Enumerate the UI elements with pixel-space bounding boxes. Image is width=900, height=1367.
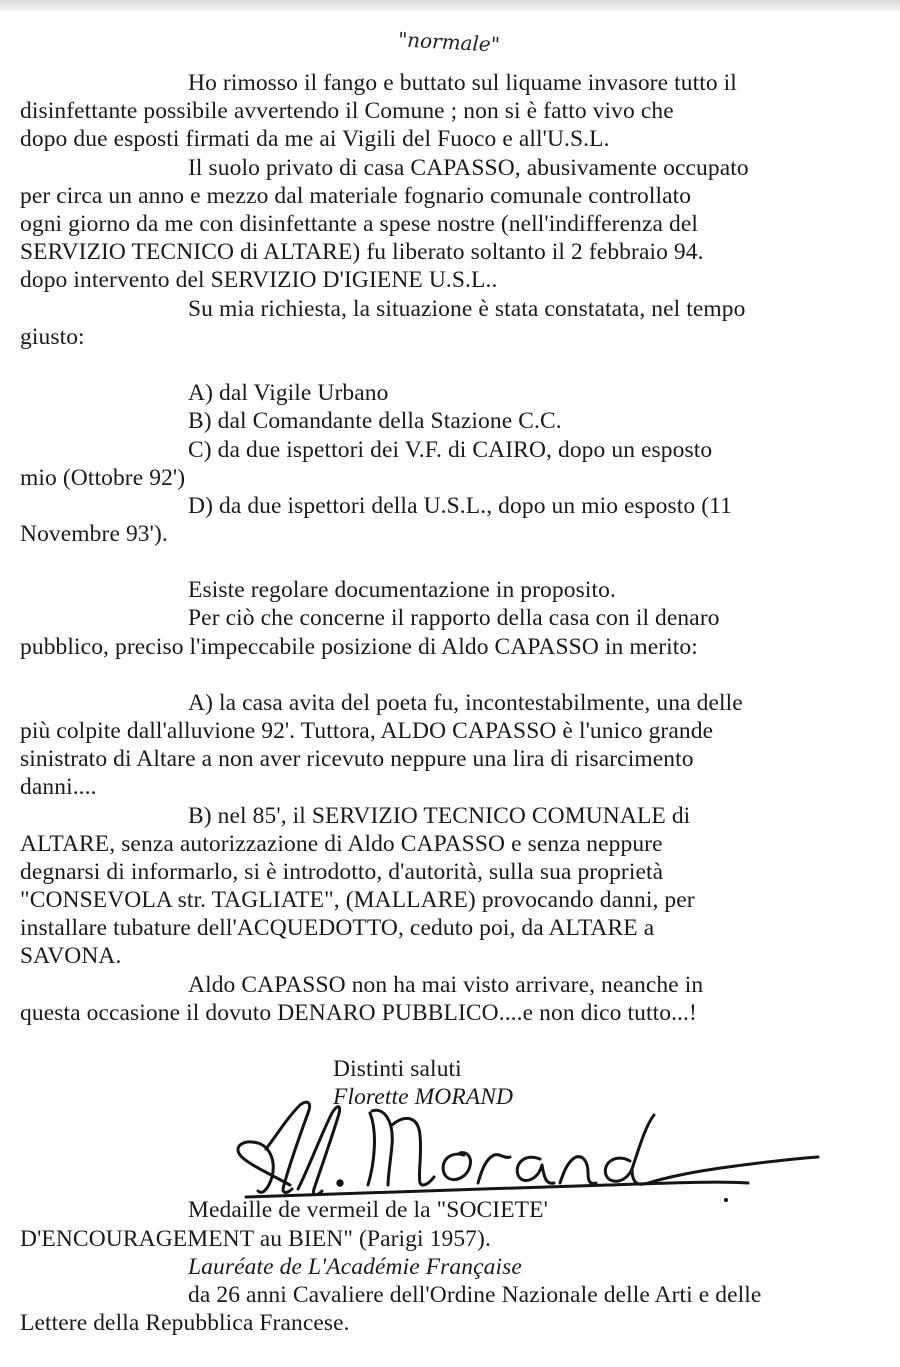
credential-line: Medaille de vermeil de la "SOCIETE' (188, 1197, 548, 1223)
list-item-continuation: "CONSEVOLA str. TAGLIATE", (MALLARE) provocando danni, per (20, 887, 695, 913)
text-line: Esiste regolare documentazione in proposito. (188, 577, 616, 603)
list-item-continuation: ALTARE, senza autorizzazione di Aldo CAPASSO e senza neppure (20, 831, 663, 857)
text-line: disinfettante possibile avvertendo il Comune ; non si è fatto vivo che (20, 98, 674, 124)
handwritten-annotation: "normale" (397, 27, 501, 57)
list-item: B) dal Comandante della Stazione C.C. (188, 408, 562, 434)
list-item-continuation: mio (Ottobre 92') (20, 465, 186, 491)
list-item-continuation: danni.... (20, 774, 97, 800)
text-line: ogni giorno da me con disinfettante a spese nostre (nell'indifferenza del (20, 211, 699, 237)
text-line: dopo due esposti firmati da me ai Vigili del Fuoco e all'U.S.L. (20, 126, 610, 152)
credential-line: Lettere della Repubblica Francese. (20, 1310, 350, 1336)
scan-edge-shadow (0, 0, 900, 14)
text-line: per circa un anno e mezzo dal materiale fognario comunale controllato (20, 183, 692, 209)
list-item-continuation: più colpite dall'alluvione 92'. Tuttora, ALDO CAPASSO è l'unico grande (20, 718, 714, 744)
salutation: Distinti saluti (333, 1056, 462, 1082)
text-line: questa occasione il dovuto DENARO PUBBLICO....e non dico tutto...! (20, 1000, 697, 1026)
text-line: giusto: (20, 324, 85, 350)
list-item-continuation: SAVONA. (20, 943, 122, 969)
list-item-continuation: sinistrato di Altare a non aver ricevuto neppure una lira di risarcimento (20, 746, 694, 772)
list-item: B) nel 85', il SERVIZIO TECNICO COMUNALE di (188, 803, 691, 829)
handwritten-signature (228, 1085, 828, 1210)
credential-line: da 26 anni Cavaliere dell'Ordine Nazionale delle Arti e delle (188, 1282, 762, 1308)
list-item: D) da due ispettori della U.S.L., dopo un mio esposto (11 (188, 493, 732, 519)
signature-dot-icon (724, 1198, 728, 1202)
text-line: Su mia richiesta, la situazione è stata constatata, nel tempo (188, 296, 746, 322)
text-line: Per ciò che concerne il rapporto della casa con il denaro (188, 605, 720, 631)
list-item-continuation: Novembre 93'). (20, 521, 168, 547)
credential-line: Lauréate de L'Académie Française (188, 1254, 522, 1280)
list-item-continuation: degnarsi di informarlo, si è introdotto, d'autorità, sulla sua proprietà (20, 859, 664, 885)
signer-name: Florette MORAND (333, 1084, 514, 1110)
text-line: Aldo CAPASSO non ha mai visto arrivare, neanche in (188, 972, 704, 998)
list-item-continuation: installare tubature dell'ACQUEDOTTO, ceduto poi, da ALTARE a (20, 915, 655, 941)
text-line: SERVIZIO TECNICO di ALTARE) fu liberato soltanto il 2 febbraio 94. (20, 239, 704, 265)
list-item: A) dal Vigile Urbano (188, 380, 389, 406)
text-line: pubblico, preciso l'impeccabile posizione di Aldo CAPASSO in merito: (20, 634, 698, 660)
credential-line: D'ENCOURAGEMENT au BIEN" (Parigi 1957). (20, 1226, 491, 1252)
list-item: C) da due ispettori dei V.F. di CAIRO, dopo un esposto (188, 437, 713, 463)
list-item: A) la casa avita del poeta fu, incontestabilmente, una delle (188, 690, 743, 716)
text-line: Ho rimosso il fango e buttato sul liquame invasore tutto il (188, 70, 737, 96)
text-line: dopo intervento del SERVIZIO D'IGIENE U.S.L.. (20, 267, 498, 293)
text-line: Il suolo privato di casa CAPASSO, abusivamente occupato (188, 155, 749, 181)
